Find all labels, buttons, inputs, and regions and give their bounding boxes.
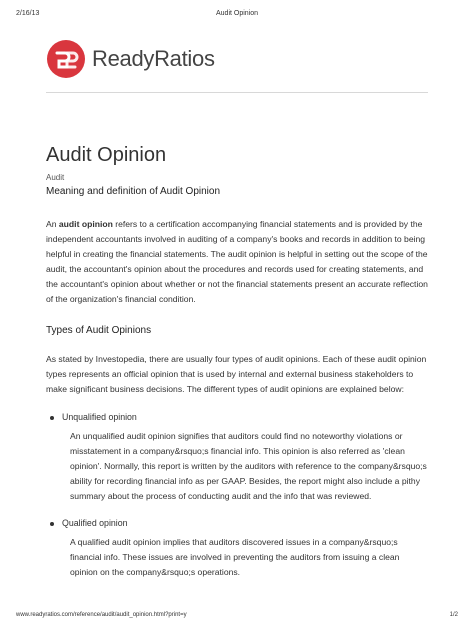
intro-rest: refers to a certification accompanying financial statements and is provided by the independent accountants involved in auditing of a company's books and records in addition to being helpful in creating the financial statements. The audit opinion is helpful in setting out the scope of the audit, the accountant's opinion about the procedures and records used for creating statements, and the accountant's opinion about whether or not the financial statements present an accurate reflection of the organization's financial condition. [46,219,428,304]
page-title: Audit Opinion [46,144,167,166]
breadcrumb-audit[interactable]: Audit [46,173,65,182]
readyratios-logo-icon [46,39,86,79]
intro-prefix: An [46,219,59,229]
intro-paragraph [46,217,428,307]
header-divider [46,92,428,93]
page-number: 1/2 [449,612,458,618]
section-heading: Types of Audit Opinions [46,325,152,336]
article [46,144,428,580]
section-intro-paragraph: As stated by Investopedia, there are usually four types of audit opinions. Each of these audit opinion types represents an official opinion that is used by internal and external business stakeholders to make significant business decisions. The different types of audit opinions are explained below: [46,354,427,394]
unqualified-description: An unqualified audit opinion signifies that auditors could find no noteworthy violations or misstatement in a company&rsquo;s financial info. This opinion is also referred as 'clean opinion'. Normally, this report is written by the auditors with reference to the company&rsquo;s ability for recording financial info as per GAAP. Besides, the report might also include a pithy summary about the process of conducting audit and the info that was reviewed. [70,431,427,501]
article-subtitle: Meaning and definition of Audit Opinion [46,186,221,197]
logo-text: ReadyRatios [92,46,215,71]
print-footer-url: www.readyratios.com/reference/audit/audit_opinion.html?print=y [16,612,187,618]
opinion-types-list [46,412,428,422]
print-header-title: Audit Opinion [215,10,259,17]
intro-bold-term: audit opinion [58,219,113,229]
list-item-unqualified: Unqualified opinion [46,412,428,422]
print-date: 2/16/13 [16,10,40,17]
site-logo[interactable] [46,39,215,79]
qualified-description: A qualified audit opinion implies that auditors discovered issues in a company&rsquo;s financial info. These issues are involved in preventing the auditors from issuing a clean opinion on the company&rsquo;s operations. [70,537,400,577]
list-item-qualified: Qualified opinion [46,518,428,528]
opinion-types-list-2 [46,518,428,528]
